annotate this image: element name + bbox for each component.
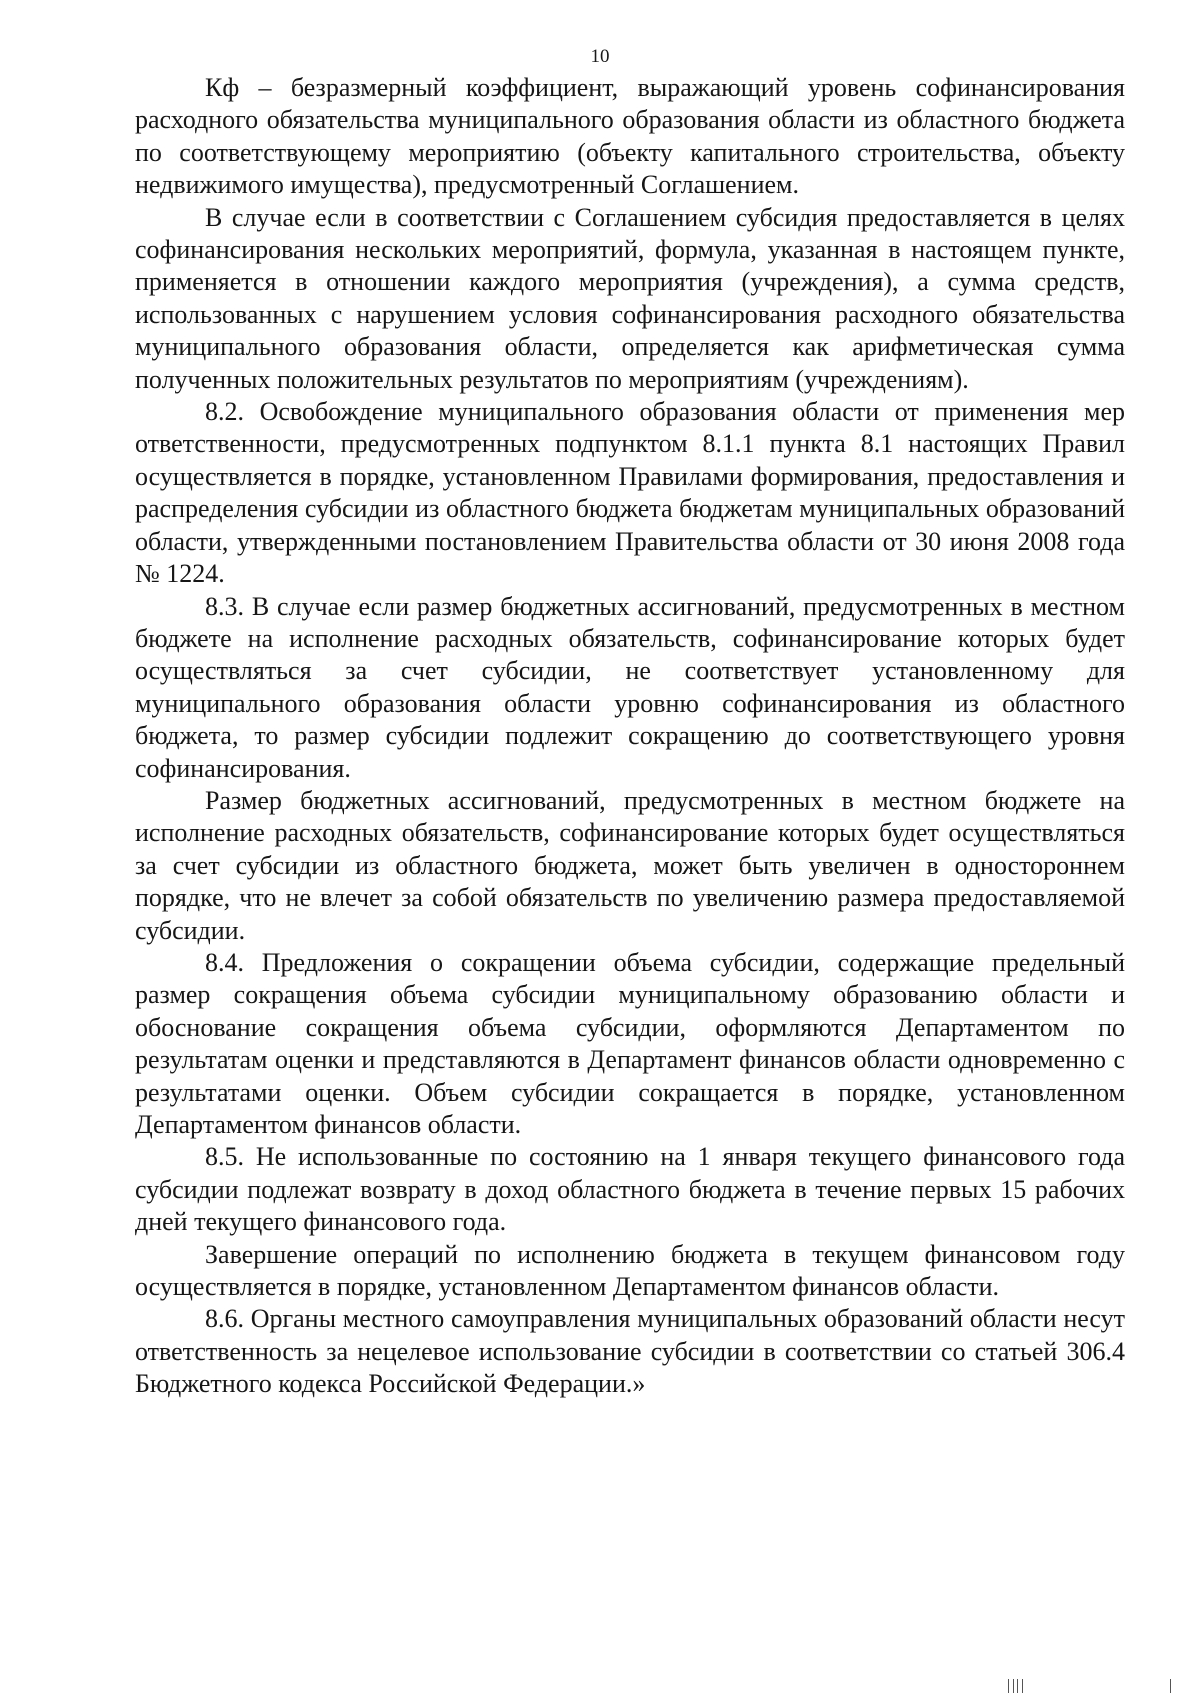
paragraph-budget-completion: Завершение операций по исполнению бюджета в текущем финансовом году осуществляется в порядке, установленном Департаментом финансов области.: [135, 1239, 1125, 1302]
paragraph-8-6: 8.6. Органы местного самоуправления муниципальных образований области несут ответственность за нецелевое использование субсидии в соответствии со статьей 306.4 Бюджетного кодекса Российской Федерации.»: [135, 1304, 1125, 1399]
paragraph-8-5: 8.5. Не использованные по состоянию на 1 января текущего финансового года субсидии подлежат возврату в доход областного бюджета в течение первых 15 рабочих дней текущего финансового года.: [135, 1142, 1125, 1237]
scan-artifact-mark: [1022, 1679, 1023, 1693]
scan-artifact-mark: [1017, 1679, 1018, 1693]
scan-artifact-mark: [1013, 1679, 1014, 1693]
paragraph-multiple-measures: В случае если в соответствии с Соглашением субсидия предоставляется в целях софинансирования нескольких мероприятий, формула, указанная в настоящем пункте, применяется в отношении каждого мероприятия (учреждения), а сумма средств, использованных с нарушением условия софинансирования расходного обязательства муниципального образования области, определяется как арифметическая сумма полученных положительных результатов по мероприятиям (учреждениям).: [135, 202, 1125, 394]
paragraph-8-2: 8.2. Освобождение муниципального образования области от применения мер ответственности, предусмотренных подпунктом 8.1.1 пункта 8.1 настоящих Правил осуществляется в порядке, установленном Правилами формирования, предоставления и распределения субсидии из областного бюджета бюджетам муниципальных образований области, утвержденными постановлением Правительства области от 30 июня 2008 года № 1224.: [135, 397, 1125, 589]
scan-artifact-mark: [1170, 1679, 1171, 1693]
paragraph-8-4: 8.4. Предложения о сокращении объема субсидии, содержащие предельный размер сокращения объема субсидии муниципальному образованию области и обоснование сокращения объема субсидии, оформляются Департаментом по результатам оценки и представляются в Департамент финансов области одновременно с результатами оценки. Объем субсидии сокращается в порядке, установленном Департаментом финансов области.: [135, 947, 1125, 1139]
paragraph-budget-allocations: Размер бюджетных ассигнований, предусмотренных в местном бюджете на исполнение расходных обязательств, софинансирование которых будет осуществляться за счет субсидии из областного бюджета, может быть увеличен в одностороннем порядке, что не влечет за собой обязательств по увеличению размера предоставляемой субсидии.: [135, 785, 1125, 945]
document-body: [135, 72, 1125, 1401]
page-number: 10: [590, 46, 610, 67]
scan-artifact-mark: [1008, 1679, 1009, 1693]
paragraph-8-3: 8.3. В случае если размер бюджетных ассигнований, предусмотренных в местном бюджете на исполнение расходных обязательств, софинансирование которых будет осуществляться за счет субсидии, не соответствует установленному для муниципального образования области уровню софинансирования из областного бюджета, то размер субсидии подлежит сокращению до соответствующего уровня софинансирования.: [135, 591, 1125, 783]
paragraph-kf-definition: Кф – безразмерный коэффициент, выражающий уровень софинансирования расходного обязательства муниципального образования области из областного бюджета по соответствующему мероприятию (объекту капитального строительства, объекту недвижимого имущества), предусмотренный Соглашением.: [135, 73, 1125, 200]
